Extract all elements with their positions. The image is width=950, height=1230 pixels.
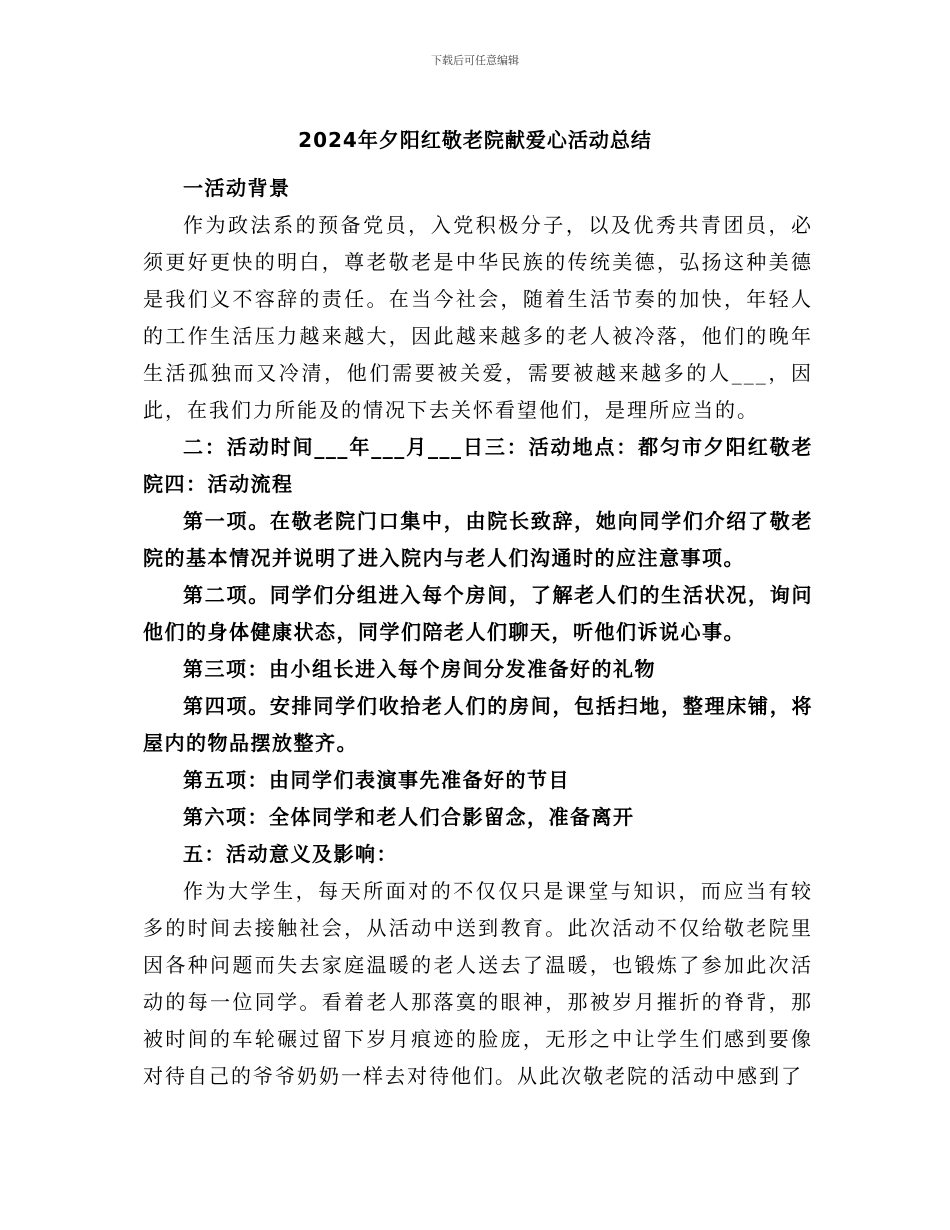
document-title: 2024年夕阳红敬老院献爱心活动总结 [298,128,652,152]
step-5: 第五项：由同学们表演事先准备好的节目 [183,768,570,792]
step-2: 第二项。同学们分组进入每个房间，了解老人们的生活状况，询问他们的身体健康状态，同学们陪老人们聊天，听他们诉说心事。 [143,583,813,644]
section-heading-background: 一活动背景 [183,176,291,200]
step-1: 第一项。在敬老院门口集中，由院长致辞，她向同学们介绍了敬老院的基本情况并说明了进入院内与老人们沟通时的应注意事项。 [143,509,813,570]
paragraph-background: 作为政法系的预备党员，入党积极分子，以及优秀共青团员，必须更好更快的明白，尊老敬老是中华民族的传统美德，弘扬这种美德是我们义不容辞的责任。在当今社会，随着生活节奏的加快，年轻人的工作生活压力越来越大，因此越来越多的老人被冷落，他们的晚年生活孤独而又冷清，他们需要被关爱，需要被越来越多的人___，因此，在我们力所能及的情况下去关怀看望他们，是理所应当的。 [143,213,813,422]
document-body [143,170,813,1095]
step-3: 第三项：由小组长进入每个房间分发准备好的礼物 [183,657,656,681]
step-4: 第四项。安排同学们收拾老人们的房间，包括扫地，整理床铺，将屋内的物品摆放整齐。 [143,694,813,755]
step-6: 第六项：全体同学和老人们合影留念，准备离开 [183,805,635,829]
paragraph-time-place: 二：活动时间___年___月___日三：活动地点：都匀市夕阳红敬老院四：活动流程 [143,435,813,496]
paragraph-significance: 作为大学生，每天所面对的不仅仅只是课堂与知识，而应当有较多的时间去接触社会，从活动中送到教育。此次活动不仅给敬老院里因各种问题而失去家庭温暖的老人送去了温暖，也锻炼了参加此次活动的每一位同学。看着老人那落寞的眼神，那被岁月摧折的脊背，那被时间的车轮碾过留下岁月痕迹的脸庞，无形之中让学生们感到要像对待自己的爷爷奶奶一样去对待他们。从此次敬老院的活动中感到了 [143,879,813,1088]
section-heading-significance: 五：活动意义及影响： [183,842,398,866]
header-note: 下载后可任意编辑 [431,54,519,67]
